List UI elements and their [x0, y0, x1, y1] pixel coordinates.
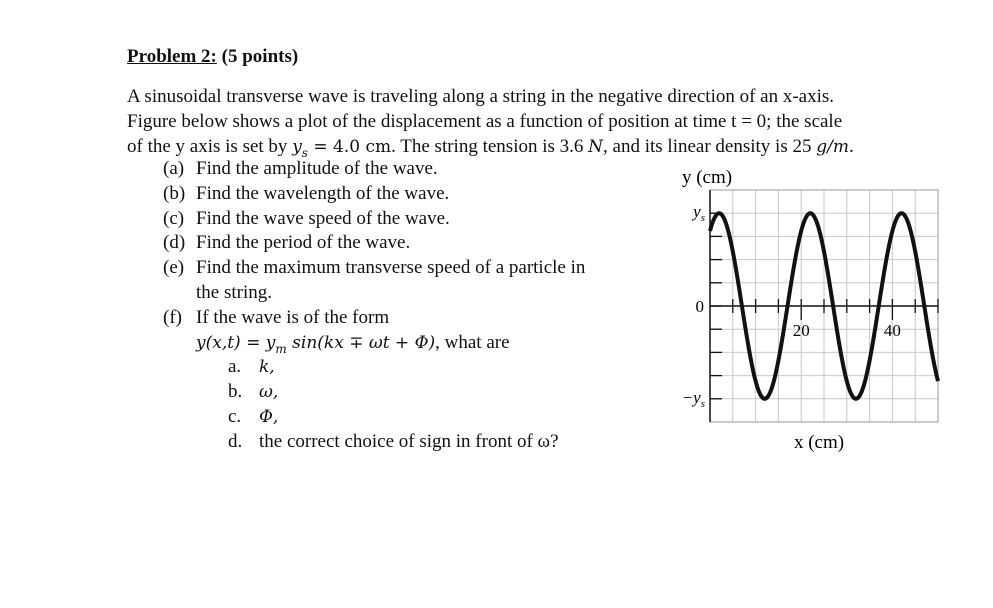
statement-line-3	[127, 134, 854, 159]
formula-rhs: sin(kx ∓ ωt + Φ)	[286, 332, 436, 353]
part-text: Find the wave speed of the wave.	[196, 207, 450, 229]
x-axis-label	[794, 432, 844, 453]
part-a	[163, 157, 585, 182]
part-text: If the wave is of the form	[196, 306, 390, 328]
wave-plot	[660, 162, 950, 462]
tension-unit: N	[588, 137, 604, 157]
part-f	[163, 306, 585, 331]
subpart-label: c.	[228, 405, 242, 427]
x-tick-20: 20	[792, 321, 810, 340]
statement-line-2: Figure below shows a plot of the displacement as a function of position at time t = 0; the scale	[127, 111, 843, 132]
problem-label: Problem 2:	[127, 46, 217, 67]
statement-line-3d: .	[848, 136, 854, 157]
statement-line-1: A sinusoidal transverse wave is traveling along a string in the negative direction of an x-axis.	[127, 86, 835, 107]
part-b	[163, 182, 585, 207]
subpart-c	[163, 405, 585, 430]
statement-line-3b: . The string tension is 3.6	[391, 136, 589, 157]
subpart-text: k,	[259, 357, 275, 378]
part-e	[163, 256, 585, 281]
y-axis-label	[682, 167, 732, 188]
ys-symbol: y	[292, 137, 302, 157]
statement-line-3a: of the y axis is set by	[127, 136, 293, 157]
part-label: (b)	[163, 182, 186, 204]
subpart-text: Φ,	[259, 406, 279, 427]
part-label: (c)	[163, 207, 185, 229]
problem-title	[127, 46, 298, 68]
wave-formula	[163, 331, 585, 356]
subpart-d	[163, 430, 585, 455]
statement-line-3c: , and its linear density is 25	[603, 136, 817, 157]
part-text: Find the wavelength of the wave.	[196, 182, 450, 204]
part-e-continued: the string.	[196, 281, 272, 303]
subpart-label: d.	[228, 430, 243, 452]
part-d	[163, 231, 585, 256]
part-label: (e)	[163, 257, 185, 279]
y-tick-ys: $y_s$	[693, 202, 705, 225]
part-c	[163, 207, 585, 232]
question-parts	[163, 157, 585, 455]
ys-value: = 4.0 cm	[307, 137, 392, 157]
subpart-b	[163, 380, 585, 405]
subpart-a	[163, 355, 585, 380]
formula-subscript: m	[275, 341, 287, 356]
y-tick-neg-ys: $-y_s$	[681, 387, 705, 410]
part-label: (d)	[163, 232, 186, 254]
part-text: Find the period of the wave.	[196, 232, 411, 254]
formula-tail: , what are	[435, 331, 510, 353]
ys-subscript: s	[301, 145, 308, 160]
problem-points: (5 points)	[221, 46, 299, 67]
part-label: (f)	[163, 306, 182, 328]
subpart-text: the correct choice of sign in front of ω?	[259, 430, 559, 452]
x-axis-label-text: x (cm)	[793, 432, 845, 453]
formula-lhs: y(x,t) = y	[196, 332, 276, 353]
density-unit: g/m	[816, 137, 849, 157]
subpart-label: b.	[228, 381, 243, 403]
part-text: Find the amplitude of the wave.	[196, 158, 438, 179]
subpart-text: ω,	[259, 382, 279, 403]
subpart-label: a.	[228, 356, 242, 378]
y-tick-zero: 0	[695, 297, 704, 316]
x-tick-40: 40	[883, 321, 901, 340]
y-axis-label-text: y (cm)	[681, 167, 733, 188]
part-label: (a)	[163, 158, 185, 179]
part-text: Find the maximum transverse speed of a particle in	[196, 257, 586, 279]
problem-statement	[127, 84, 854, 159]
